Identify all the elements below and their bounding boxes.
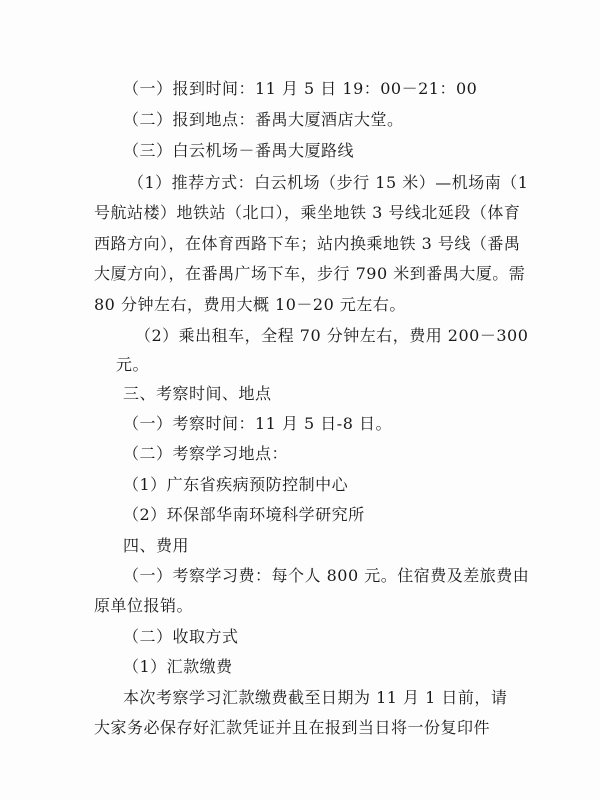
- text-line: （一）考察时间：11 月 5 日-8 日。: [123, 414, 392, 433]
- text-line: （二）考察学习地点：: [123, 444, 289, 463]
- text-line: （2）环保部华南环境科学研究所: [123, 505, 365, 524]
- text-line: 大厦方向），在番禺广场下车，步行 790 米到番禺大厦。需: [94, 264, 526, 283]
- text-line: 元。: [116, 355, 150, 374]
- text-line: （二）报到地点：番禺大厦酒店大堂。: [123, 110, 404, 129]
- text-line: （一）报到时间：11 月 5 日 19：00－21：00: [123, 79, 478, 98]
- text-line: （三）白云机场－番禺大厦路线: [123, 141, 355, 160]
- text-line: （一）考察学习费：每个人 800 元。住宿费及差旅费由: [123, 566, 530, 585]
- text-line: （二）收取方式: [123, 627, 239, 646]
- text-line: 西路方向），在体育西路下车；站内换乘地铁 3 号线（番禺: [94, 234, 521, 253]
- text-line: （1）汇款缴费: [123, 657, 233, 676]
- text-line: （1）推荐方式：白云机场（步行 15 米）—机场南（1: [128, 173, 529, 192]
- text-line: 号航站楼）地铁站（北口），乘坐地铁 3 号线北延段（体育: [94, 203, 521, 222]
- text-line: （2）乘出租车，全程 70 分钟左右，费用 200－300: [135, 326, 529, 345]
- section-heading: 三、考察时间、地点: [123, 384, 272, 403]
- text-line: （1）广东省疾病预防控制中心: [123, 475, 349, 494]
- text-line: 原单位报销。: [94, 596, 194, 615]
- text-line: 80 分钟左右，费用大概 10－20 元左右。: [94, 295, 406, 314]
- section-heading: 四、费用: [123, 536, 190, 555]
- text-line: 本次考察学习汇款缴费截至日期为 11 月 1 日前，请: [123, 688, 508, 707]
- text-line: 大家务必保存好汇款凭证并且在报到当日将一份复印件: [94, 718, 491, 737]
